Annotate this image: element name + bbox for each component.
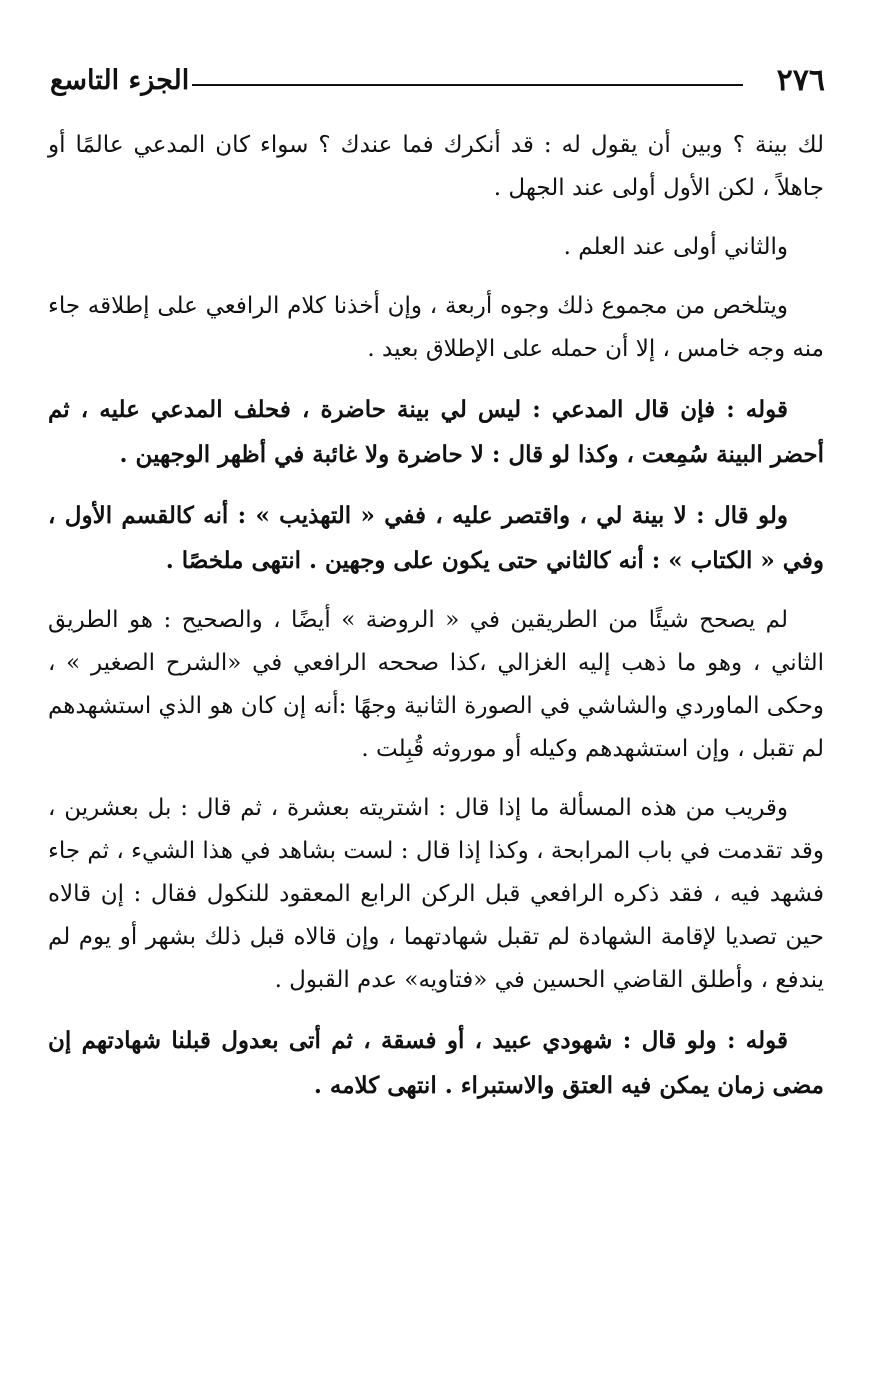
header-rule (192, 84, 743, 86)
quoted-paragraph-3: قوله : ولو قال : شهودي عبيد ، أو فسقة ، ثم أتى بعدول قبلنا شهادتهم إن مضى زمان يمكن فيه العتق والاستبراء . انتهى كلامه . (48, 1027, 824, 1099)
paragraph-2: والثاني أولى عند العلم . (563, 234, 788, 260)
paragraph-5: وقريب من هذه المسألة ما إذا قال : اشتريته بعشرة ، ثم قال : بل بعشرين ، وقد تقدمت في باب المرابحة ، وكذا إذا قال : لست بشاهد في هذا الشيء ، ثم جاء فشهد فيه ، فقد ذكره الرافعي قبل الركن الرابع المعقود للنكول فقال : إن قالاه حين تصديا لإقامة الشهادة لم تقبل شهادتهما ، وإن قالاه قبل ذلك بشهر أو يوم لم يندفع ، وأطلق القاضي الحسين في «فتاويه» عدم القبول . (48, 795, 824, 993)
paragraph-4: لم يصحح شيئًا من الطريقين في « الروضة » أيضًا ، والصحيح : هو الطريق الثاني ، وهو ما ذهب إليه الغزالي ،كذا صححه الرافعي في «الشرح الصغير » ، وحكى الماوردي والشاشي في الصورة الثانية وجهًا :أنه إن كان هو الذي استشهدهم لم تقبل ، وإن استشهدهم وكيله أو موروثه قُبِلت . (48, 607, 824, 762)
running-title: الجزء التاسع (50, 65, 190, 96)
page-body (48, 124, 824, 1124)
quoted-paragraph-1: قوله : فإن قال المدعي : ليس لي بينة حاضرة ، فحلف المدعي عليه ، ثم أحضر البينة سُمِعت ، وكذا لو قال : لا حاضرة ولا غائبة في أظهر الوجهين . (48, 396, 824, 468)
page-header (50, 58, 825, 106)
paragraph-3: ويتلخص من مجموع ذلك وجوه أربعة ، وإن أخذنا كلام الرافعي على إطلاقه جاء منه وجه خامس ، إلا أن حمله على الإطلاق بعيد . (48, 293, 824, 362)
quoted-paragraph-2: ولو قال : لا بينة لي ، واقتصر عليه ، ففي « التهذيب » : أنه كالقسم الأول ، وفي « الكتاب » : أنه كالثاني حتى يكون على وجهين . انتهى ملخصًا . (48, 502, 824, 574)
paragraph-1: لك بينة ؟ وبين أن يقول له : قد أنكرك فما عندك ؟ سواء كان المدعي عالمًا أو جاهلاً ، لكن الأول أولى عند الجهل . (48, 132, 824, 201)
page-number: ٢٧٦ (776, 63, 825, 98)
